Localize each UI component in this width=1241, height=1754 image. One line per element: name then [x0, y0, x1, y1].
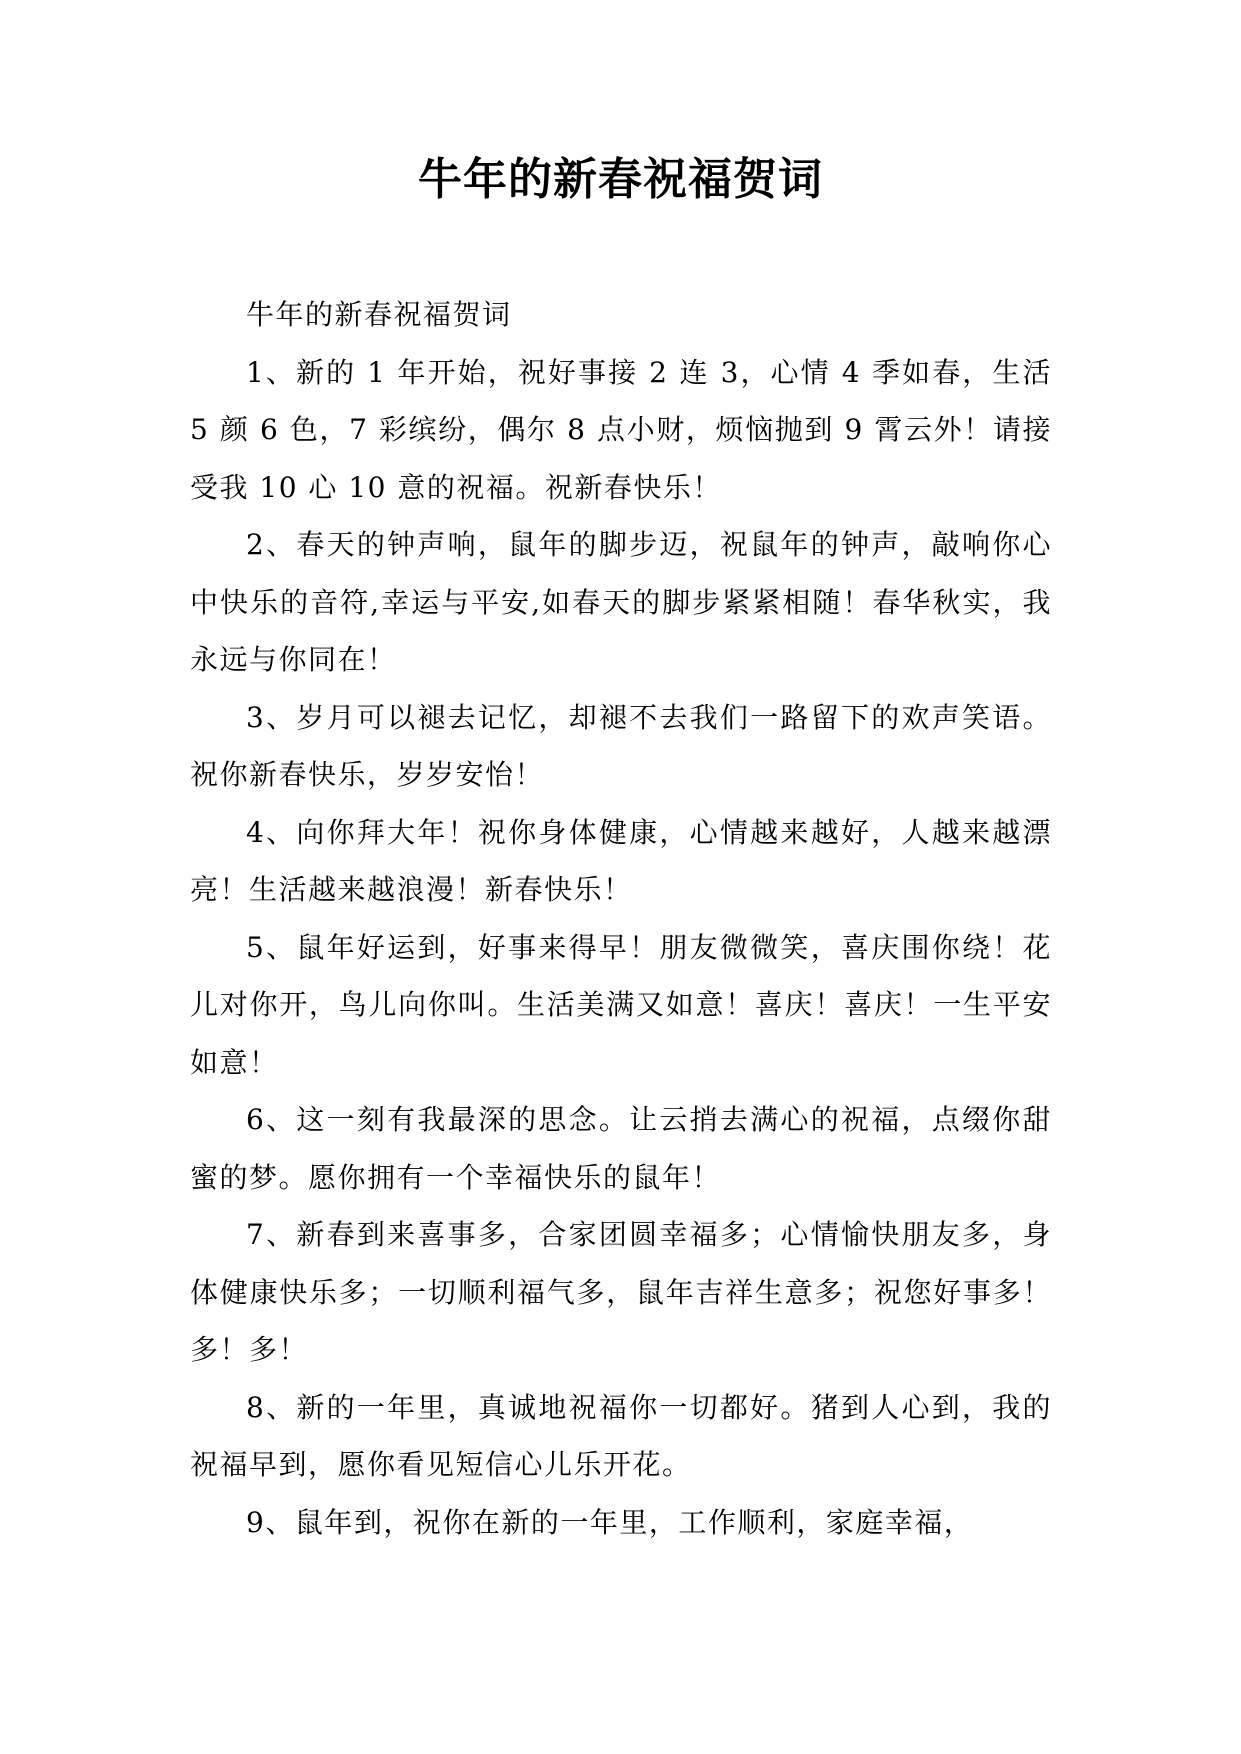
paragraph-8: 8、新的一年里，真诚地祝福你一切都好。猪到人心到，我的祝福早到，愿你看见短信心儿乐开花。 [190, 1390, 1052, 1481]
paragraph-7: 7、新春到来喜事多，合家团圆幸福多；心情愉快朋友多，身体健康快乐多；一切顺利福气多，鼠年吉祥生意多；祝您好事多！多！多！ [190, 1218, 1052, 1366]
paragraph-6: 6、这一刻有我最深的思念。让云捎去满心的祝福，点缀你甜蜜的梦。愿你拥有一个幸福快乐的鼠年！ [190, 1103, 1052, 1194]
paragraph-2: 2、春天的钟声响，鼠年的脚步迈，祝鼠年的钟声，敲响你心中快乐的音符,幸运与平安,如春天的脚步紧紧相随！春华秋实，我永远与你同在！ [190, 528, 1052, 676]
document-body [190, 286, 1052, 1551]
paragraph-4: 4、向你拜大年！祝你身体健康，心情越来越好，人越来越漂亮！生活越来越浪漫！新春快乐！ [190, 815, 1052, 906]
paragraph-1: 1、新的 1 年开始，祝好事接 2 连 3，心情 4 季如春，生活 5 颜 6 色，7 彩缤纷，偶尔 8 点小财，烦恼抛到 9 霄云外！请接受我 10 心 10 意的祝福。祝新春快乐！ [190, 355, 1052, 504]
paragraph-5: 5、鼠年好运到，好事来得早！朋友微微笑，喜庆围你绕！花儿对你开，鸟儿向你叫。生活美满又如意！喜庆！喜庆！一生平安如意！ [190, 930, 1052, 1079]
paragraph-subtitle: 牛年的新春祝福贺词 [246, 298, 512, 331]
paragraph-9: 9、鼠年到，祝你在新的一年里，工作顺利，家庭幸福， [246, 1505, 974, 1539]
paragraph-3: 3、岁月可以褪去记忆，却褪不去我们一路留下的欢声笑语。祝你新春快乐，岁岁安怡！ [190, 700, 1052, 791]
document-title: 牛年的新春祝福贺词 [418, 154, 823, 205]
